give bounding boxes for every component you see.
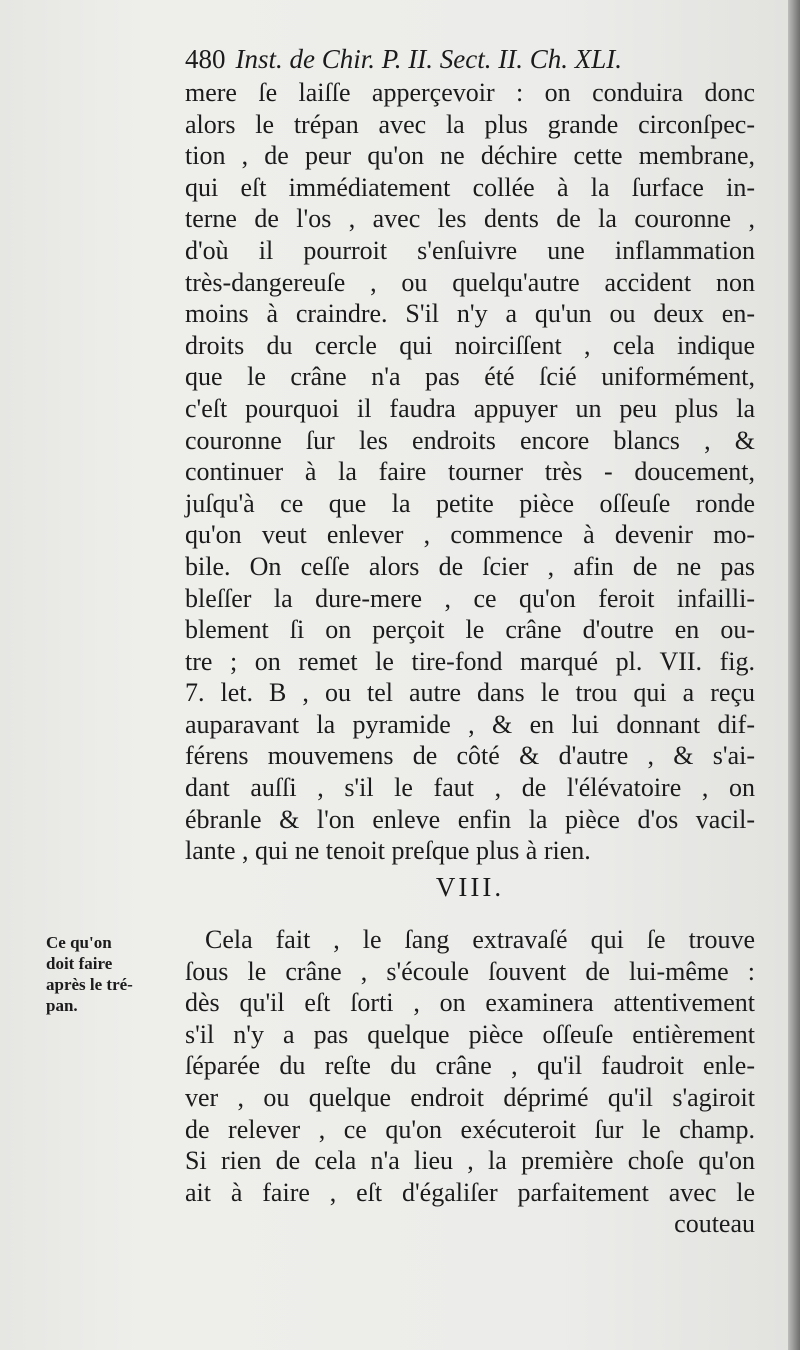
text-line: couronne ſur les endroits encore blancs , & (185, 425, 755, 455)
text-line: tion , de peur qu'on ne déchire cette membrane, (185, 141, 755, 171)
margin-note-line: Ce qu'on (46, 933, 112, 952)
text-line: s'il n'y a pas quelque pièce oſſeuſe entièrement (185, 1019, 755, 1049)
text-line: 7. let. B , ou tel autre dans le trou qui a reçu (185, 678, 755, 708)
margin-note-line: doit faire (46, 954, 113, 973)
text-line: Cela fait , le ſang extravaſé qui ſe trouve (205, 925, 755, 954)
text-line: férens mouvemens de côté & d'autre , & s'ai- (185, 741, 755, 771)
text-line: très-dangereuſe , ou quelqu'autre accident non (185, 267, 755, 297)
text-line: d'où il pourroit s'enſuivre une inflammation (185, 235, 755, 265)
margin-note-line: pan. (46, 996, 78, 1015)
margin-note (46, 932, 176, 1016)
text-line: moins à craindre. S'il n'y a qu'un ou deux en- (185, 299, 755, 329)
text-line: dant auſſi , s'il le faut , de l'élévatoire , on (185, 773, 755, 803)
text-line: auparavant la pyramide , & en lui donnant dif- (185, 709, 755, 739)
text-line: ſéparée du reſte du crâne , qu'il faudroit enle- (185, 1051, 755, 1081)
catchword: couteau (674, 1209, 755, 1239)
text-line: juſqu'à ce que la petite pièce oſſeuſe ronde (185, 488, 755, 518)
paragraph-1 (185, 77, 755, 867)
text-line: terne de l'os , avec les dents de la couronne , (185, 204, 755, 234)
text-line: ver , ou quelque endroit déprimé qu'il s'agiroit (185, 1082, 755, 1112)
text-line: c'eſt pourquoi il faudra appuyer un peu plus la (185, 393, 755, 423)
text-line: bile. On ceſſe alors de ſcier , afin de ne pas (185, 551, 755, 581)
text-line: qu'on veut enlever , commence à devenir mo- (185, 520, 755, 550)
text-line: ait à faire , eſt d'égaliſer parfaitement avec le (185, 1177, 755, 1207)
page-number: 480 (185, 44, 226, 74)
text-line: ſous le crâne , s'écoule ſouvent de lui-même : (185, 956, 755, 986)
text-line: alors le trépan avec la plus grande circonſpec- (185, 109, 755, 139)
text-line: dès qu'il eſt ſorti , on examinera attentivement (185, 988, 755, 1018)
text-line: que le crâne n'a pas été ſcié uniformément, (185, 362, 755, 392)
running-title: Inst. de Chir. P. II. Sect. II. Ch. XLI. (235, 44, 622, 74)
text-line: bleſſer la dure-mere , ce qu'on feroit infailli- (185, 583, 755, 613)
section-heading: VIII. (435, 872, 505, 902)
text-line: continuer à la faire tourner très - doucement, (185, 457, 755, 487)
text-line: blement ſi on perçoit le crâne d'outre en ou- (185, 615, 755, 645)
text-line: ébranle & l'on enleve enfin la pièce d'os vacil- (185, 804, 755, 834)
text-line: tre ; on remet le tire-fond marqué pl. VII. fig. (185, 646, 755, 676)
text-line: lante , qui ne tenoit preſque plus à rien. (185, 836, 591, 866)
margin-note-line: après le tré- (46, 975, 133, 994)
text-line: Si rien de cela n'a lieu , la première choſe qu'on (185, 1146, 755, 1176)
running-header (185, 44, 755, 80)
text-line: de relever , ce qu'on exécuteroit ſur le champ. (185, 1114, 755, 1144)
page-gutter-shadow (788, 0, 800, 1350)
text-line: mere ſe laiſſe apperçevoir : on conduira donc (185, 78, 755, 107)
text-line: qui eſt immédiatement collée à la ſurface in- (185, 172, 755, 202)
paragraph-2 (185, 924, 755, 1240)
text-line: droits du cercle qui noirciſſent , cela indique (185, 330, 755, 360)
